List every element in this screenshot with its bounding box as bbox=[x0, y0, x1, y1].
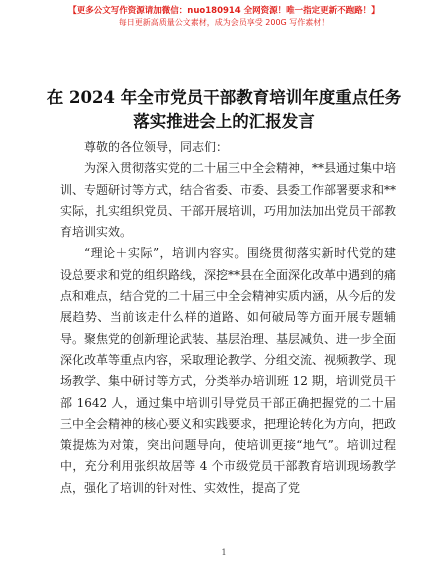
greeting: 尊敬的各位领导，同志们： bbox=[84, 140, 229, 154]
promo-line-1: 【更多公文写作资源请加微信：nuo180914 全网资源！唯一指定更新不跑路！】 bbox=[68, 6, 380, 16]
document-body bbox=[60, 137, 396, 499]
promo-banner bbox=[0, 6, 448, 28]
paragraph-2: “理论＋实际”，培训内容实。围绕贯彻落实新时代党的建设总要求和党的组织路线，深挖**县在全面深化改革中遇到的痛点和难点，结合党的二十届三中全会精神实质内涵，从今后的发展趋势、当前该走什么样的道路、如何破局等方面开展专题辅导。聚焦党的创新理论武装、基层治理、基层减负、进一步全面深化改革等重点内容，采取理论教学、分组交流、视频教学、现场教学、集中研讨等方式，分类举办培训班 12 期，培训党员干部 1642 人，通过集中培训引导党员干部正确把握党的二十届三中全会精神的核心要义和实践要求，把理论转化为方向，把政策提炼为对策，突出问题导向，使培训更接“地气”。培训过程中，充分利用张织故居等 4 个市级党员干部教育培训现场教学点，强化了培训的针对性、实效性，提高了党 bbox=[60, 246, 397, 495]
document-title bbox=[0, 86, 448, 134]
title-line-1: 在 2024 年全市党员干部教育培训年度重点任务 bbox=[46, 88, 402, 107]
page-number: 1 bbox=[221, 548, 227, 557]
paragraph-1: 为深入贯彻落实党的二十届三中全会精神，**县通过集中培训、专题研讨等方式，结合省委、市委、县委工作部署要求和**实际，扎实组织党员、干部开展培训，巧用加法加出党员干部教育培训实效。 bbox=[60, 161, 397, 240]
promo-line-2: 每日更新高质量公文素材，成为会员享受 200G 写作素材！ bbox=[118, 18, 330, 27]
title-line-2: 落实推进会上的汇报发言 bbox=[133, 112, 315, 131]
